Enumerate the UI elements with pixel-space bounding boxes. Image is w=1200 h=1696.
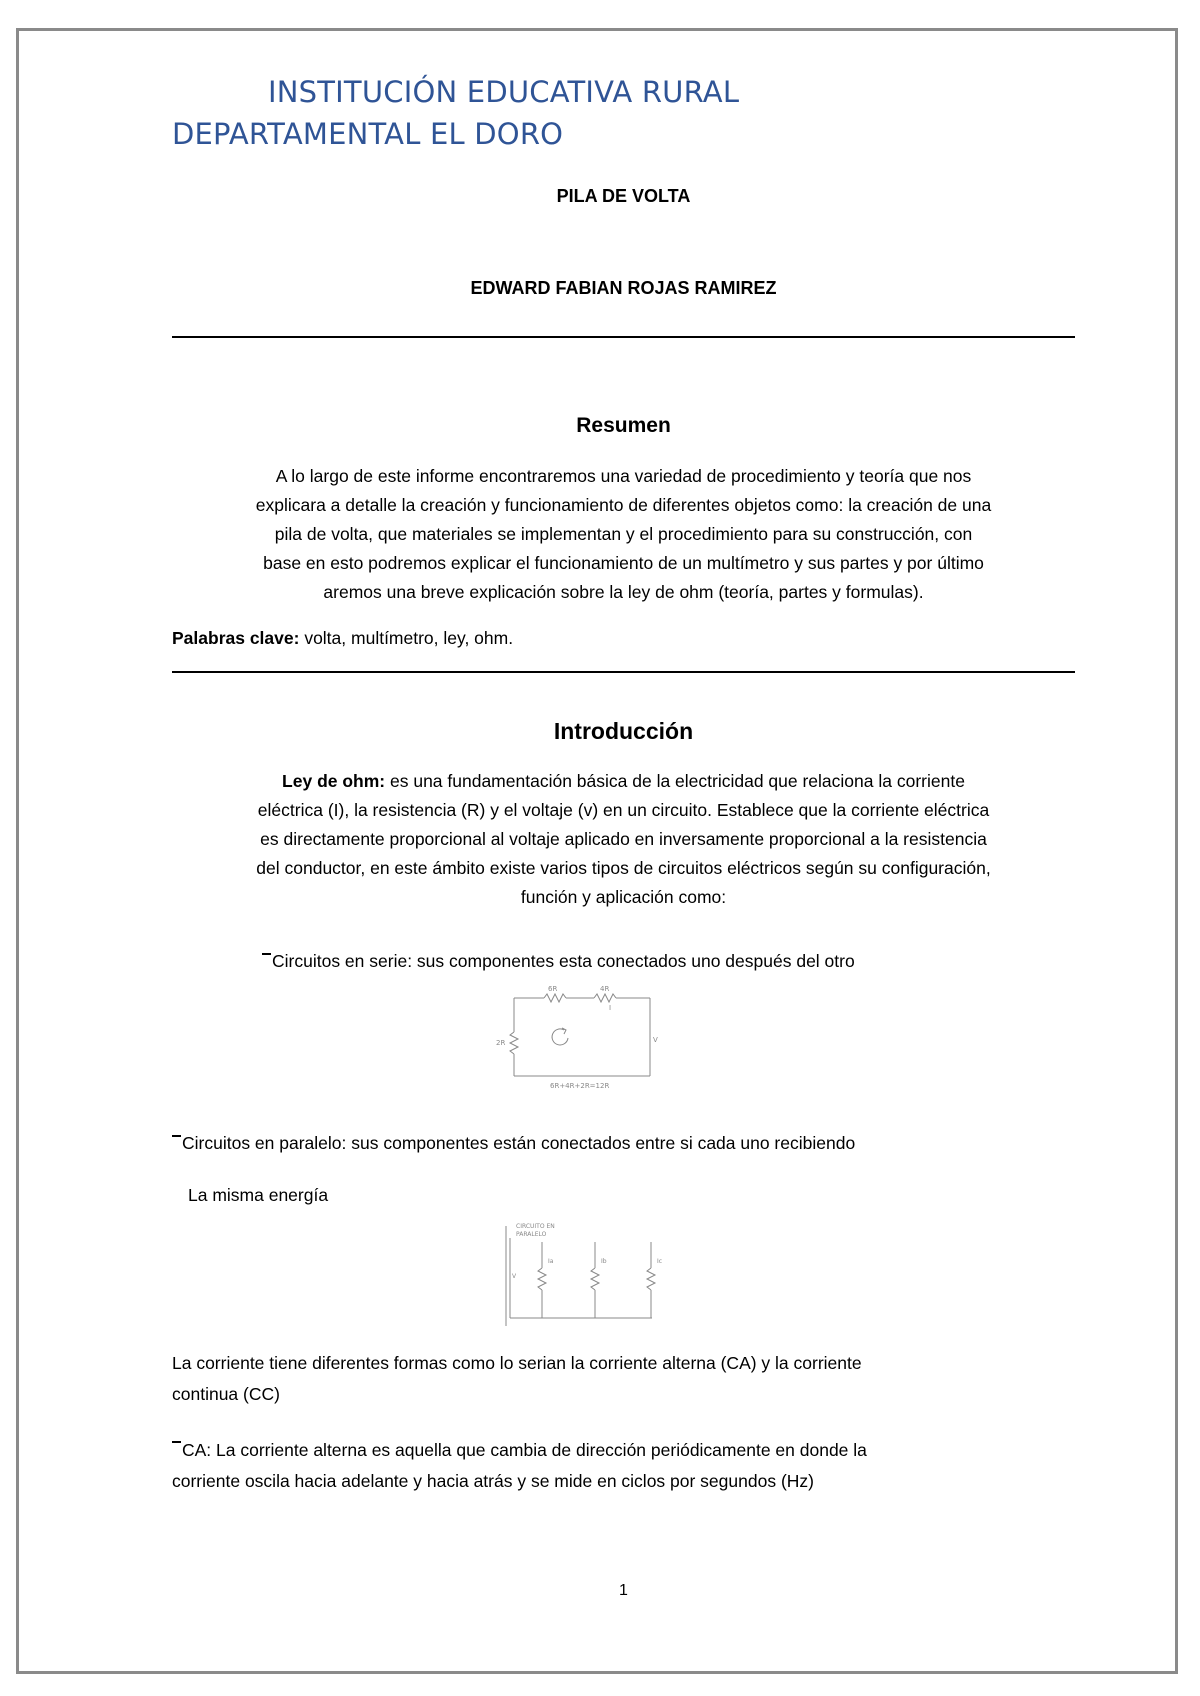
svg-text:CIRCUITO EN: CIRCUITO EN [516,1223,555,1230]
keywords-label: Palabras clave: [172,628,300,648]
svg-text:4R: 4R [600,985,610,993]
ohm-line: es directamente proporcional al voltaje aplicado en inversamente proporcional a la resistencia [260,829,987,849]
current-paragraph [172,1348,862,1410]
svg-text:V: V [512,1273,517,1280]
introduction-heading: Introducción [553,718,694,744]
document-title: PILA DE VOLTA [556,186,691,206]
divider-bottom [172,671,1075,673]
svg-text:Ic: Ic [657,1258,663,1265]
series-circuit-diagram [492,982,662,1092]
ohm-paragraph [160,767,1087,912]
parallel-text: Circuitos en paralelo: sus componentes están conectados entre si cada uno recibiendo [182,1133,856,1153]
divider-top [172,336,1075,338]
series-text: Circuitos en serie: sus componentes esta conectados uno después del otro [272,951,855,971]
dash-bullet [262,953,271,955]
author-name: EDWARD FABIAN ROJAS RAMIREZ [470,278,777,298]
abstract-line: pila de volta, que materiales se implementan y el procedimiento para su construcción, con [274,524,973,544]
institution-line2: DEPARTAMENTAL EL DORO [172,117,564,151]
current-line: continua (CC) [172,1384,280,1404]
ca-paragraph [172,1435,867,1497]
keywords-text: volta, multímetro, ley, ohm. [299,628,514,648]
series-item [262,947,855,976]
current-line: La corriente tiene diferentes formas como lo serian la corriente alterna (CA) y la corriente [172,1353,862,1373]
ca-line: La corriente alterna es aquella que cambia de dirección periódicamente en donde la [211,1440,867,1460]
dash-bullet [172,1441,181,1443]
dash-bullet [172,1135,181,1137]
page-number: 1 [619,1582,628,1599]
abstract-heading: Resumen [576,414,671,437]
ca-line: corriente oscila hacia adelante y hacia atrás y se mide en ciclos por segundos (Hz) [172,1471,814,1491]
ohm-line: función y aplicación como: [520,887,727,907]
svg-text:6R+4R+2R=12R: 6R+4R+2R=12R [550,1082,610,1090]
parallel-circuit-diagram [502,1218,692,1330]
svg-text:2R: 2R [496,1039,506,1047]
abstract-line: explicara a detalle la creación y funcionamiento de diferentes objetos como: la creación de una [255,495,992,515]
abstract-line: base en esto podremos explicar el funcionamiento de un multímetro y sus partes y por último [263,553,984,573]
svg-text:6R: 6R [548,985,558,993]
svg-text:PARALELO: PARALELO [516,1231,547,1238]
ohm-line: del conductor, en este ámbito existe varios tipos de circuitos eléctricos según su configuración, [256,858,991,878]
svg-text:Ib: Ib [601,1258,607,1265]
abstract-line: A lo largo de este informe encontraremos una variedad de procedimiento y teoría que nos [275,466,972,486]
parallel-item [172,1129,855,1158]
institution-line1: INSTITUCIÓN EDUCATIVA RURAL [268,75,740,109]
svg-text:Ia: Ia [548,1258,554,1265]
abstract-body [160,462,1087,607]
ohm-line: es una fundamentación básica de la electricidad que relaciona la corriente [385,771,965,791]
ohm-label: Ley de ohm: [282,771,386,791]
svg-text:I: I [609,1004,612,1012]
ohm-line: eléctrica (I), la resistencia (R) y el voltaje (v) en un circuito. Establece que la corriente eléctrica [257,800,990,820]
keywords [172,624,513,653]
svg-text:V: V [653,1036,658,1044]
parallel-text-cont: La misma energía [188,1185,329,1205]
abstract-line: aremos una breve explicación sobre la ley de ohm (teoría, partes y formulas). [323,582,924,602]
ca-label: CA: [182,1440,212,1460]
